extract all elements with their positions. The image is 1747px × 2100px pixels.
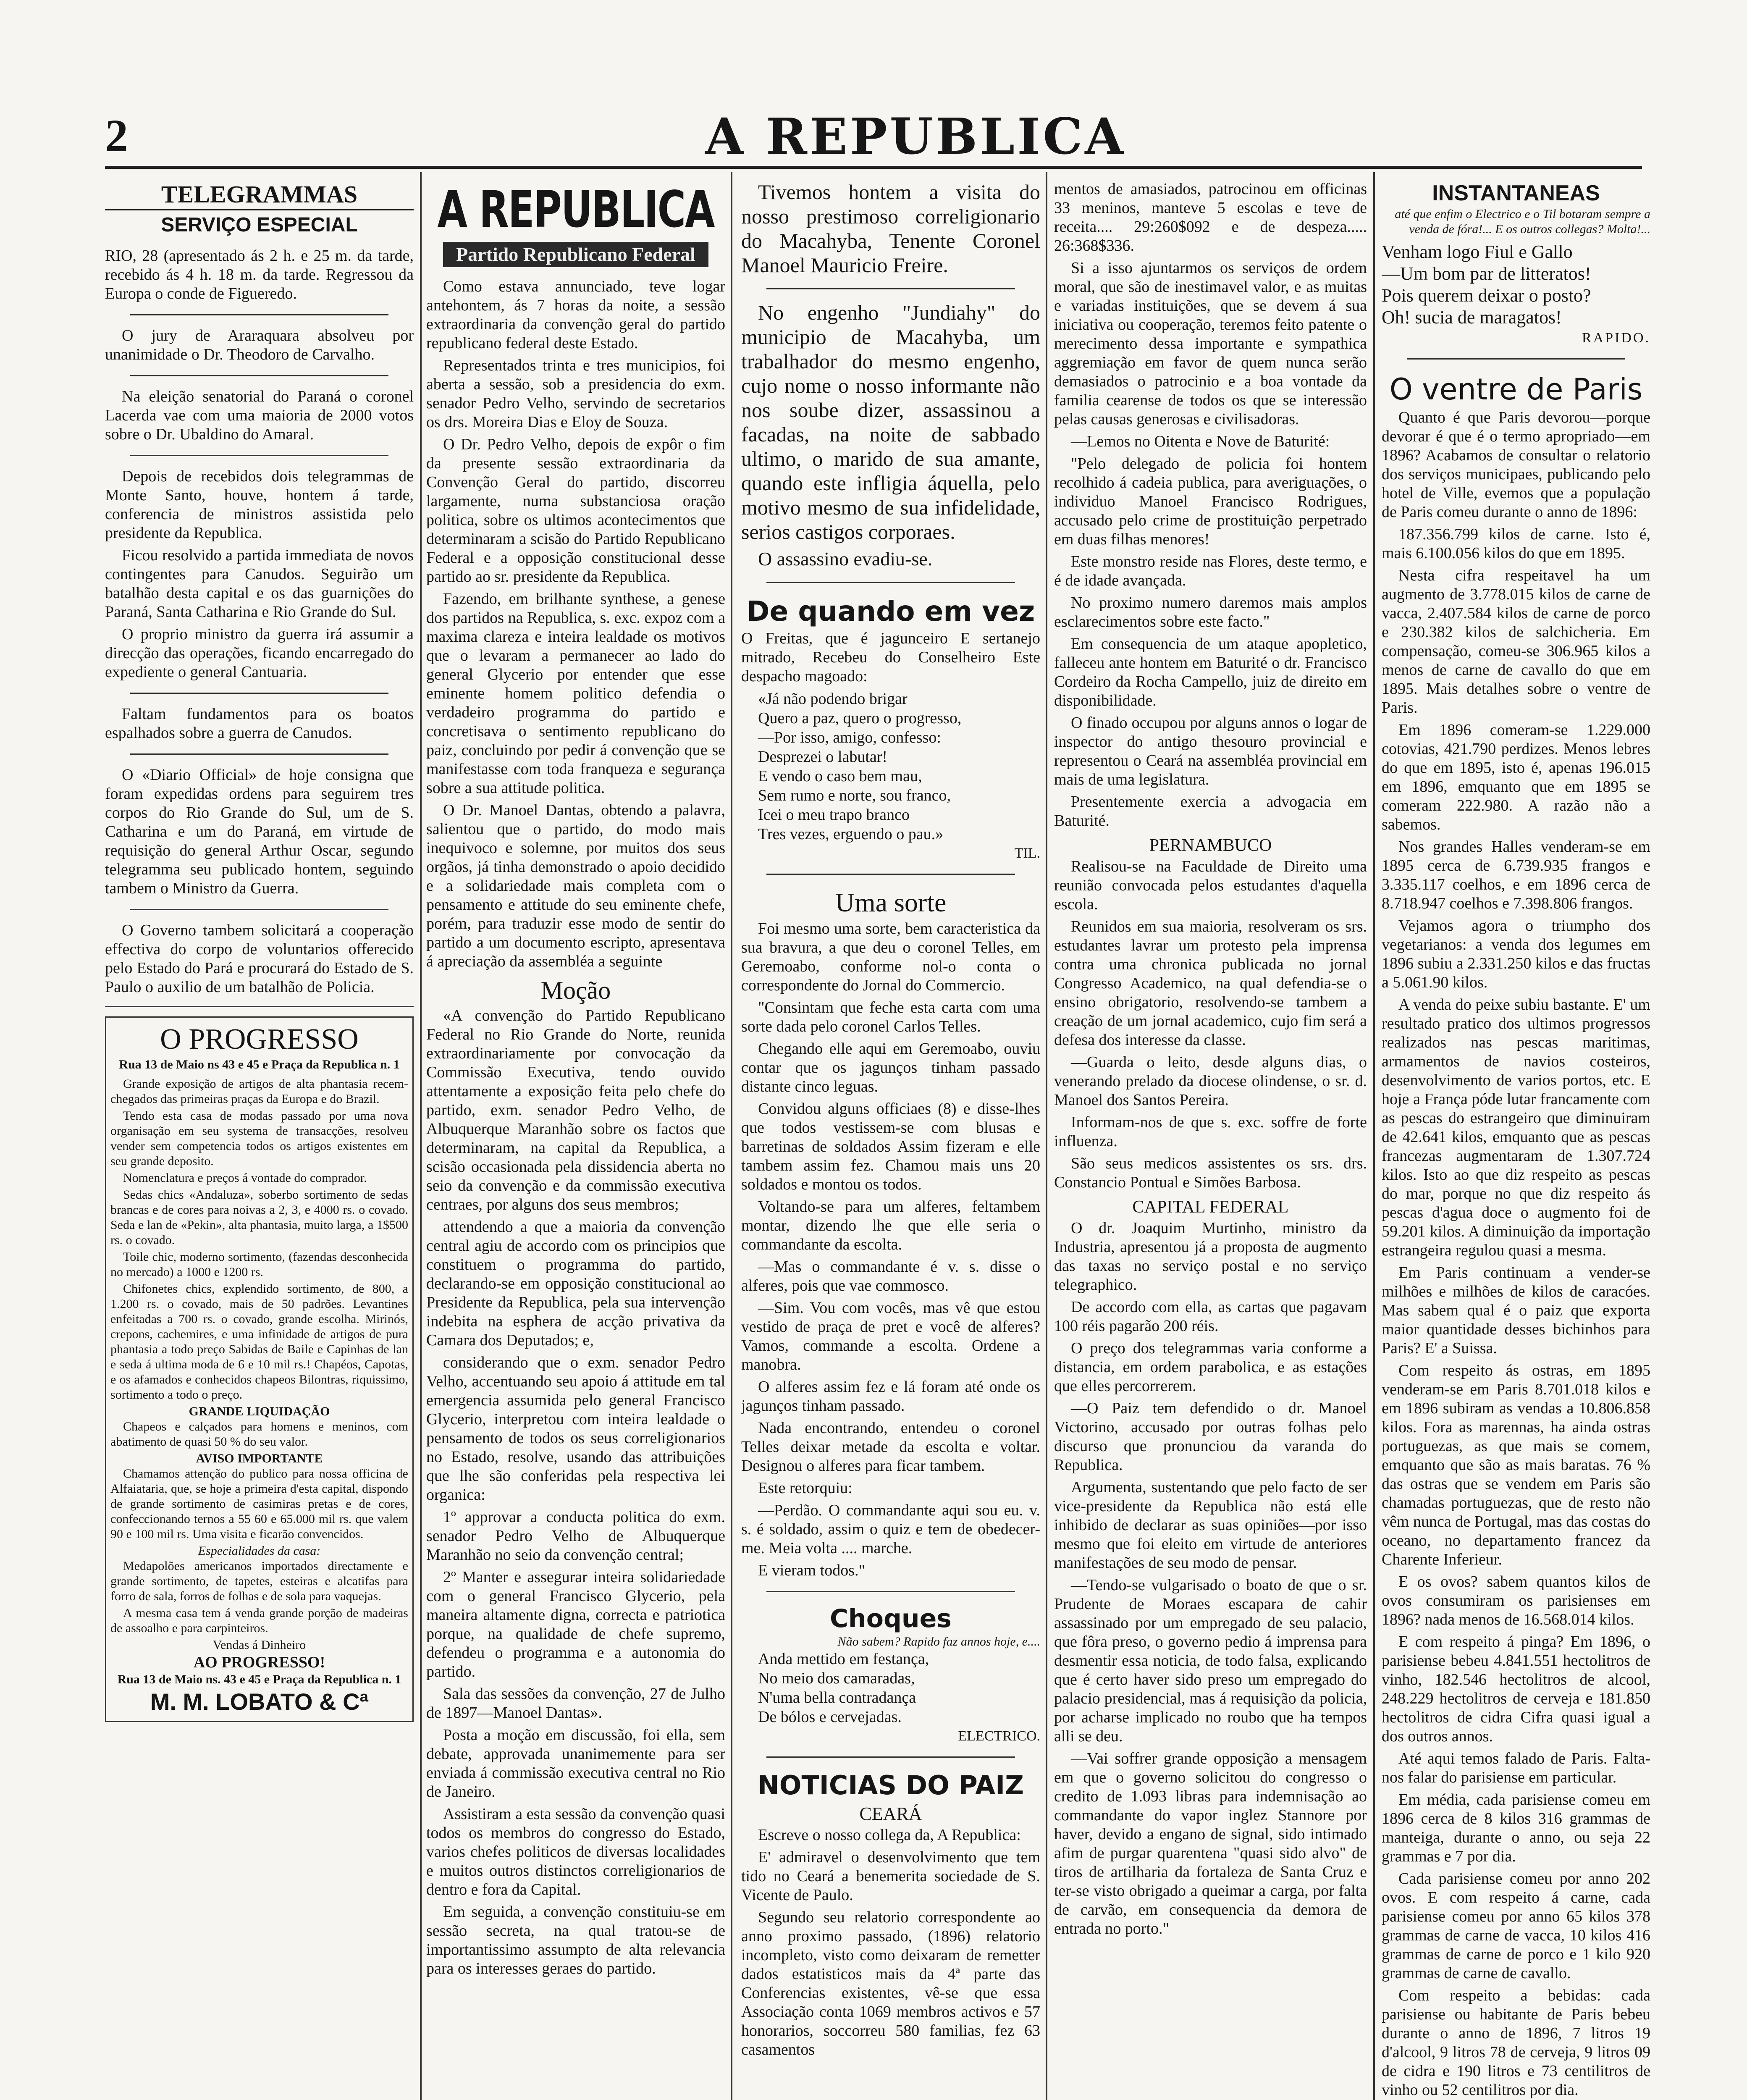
article-paragraph: E vieram todos." <box>758 1562 866 1579</box>
header-rule <box>105 166 1642 169</box>
article-paragraph: No proximo numero daremos mais amplos esclarecimentos sobre este facto." <box>1054 594 1367 630</box>
motion-paragraph: 1º approvar a conducta politica do exm. senador Pedro Velho de Albuquerque Maranhão no seio da convenção central; <box>426 1508 725 1564</box>
article-paragraph: O dr. Joaquim Murtinho, ministro da Industria, apresentou já a proposta de augmento das taxas no serviço postal e no serviço telegraphico. <box>1054 1219 1367 1294</box>
poem-line: No meio dos camaradas, <box>758 1670 915 1687</box>
poem-line: Anda mettido em festança, <box>758 1650 929 1668</box>
ad-paragraph: Chamamos attenção do publico para nossa officina de Alfaiataria, que, se hoje a primeira d'esta capital, dispondo de grande sortimento de casimiras pretas e de cores, confeccionando ternos a 55 60 e 65.000 mil rs. que valem 90 e 100 mil rs. Uma visita e ficarão convencidos. <box>110 1467 408 1541</box>
article-paragraph: O preço dos telegrammas varia conforme a distancia, em ordem parabolica, e as estações que elles percorrerem. <box>1054 1339 1367 1395</box>
article-paragraph: Nada encontrando, entendeu o coronel Telles deixar metade da escolta e voltar. Designou o alferes para ficar tambem. <box>741 1419 1040 1475</box>
article-paragraph: Nesta cifra respeitavel ha um augmento de 3.778.015 kilos de carne de vacca, 2.407.584 kilos de carne de porco e 230.382 kilos de salchicheria. Em compensação, comeu-se 306.965 kilos a menos de carne de cavallo do que em 1895. Mais detalhes sobre o ventre de Paris. <box>1382 567 1650 717</box>
article-paragraph: "Consintam que feche esta carta com uma sorte dada pelo coronel Carlos Telles. <box>741 999 1040 1035</box>
poem-line: N'uma bella contradança <box>758 1689 916 1706</box>
article-paragraph: Em consequencia de um ataque apopletico, falleceu ante hontem em Baturité o dr. Francisco Cordeiro da Rocha Campello, juiz de direito em disponibilidade. <box>1054 635 1367 709</box>
poem-line: Desprezei o labutar! <box>758 748 888 766</box>
subsection-title: CEARÁ <box>859 1803 922 1824</box>
ad-body <box>110 1076 408 1717</box>
page-number: 2 <box>105 110 128 161</box>
section-subtitle: Partido Republicano Federal <box>443 242 708 267</box>
article-paragraph: E com respeito á pinga? Em 1896, o parisiense bebeu 4.841.551 hectolitros de vinho, 182.546 hectolitros de alcool, 248.229 hectolitros de cerveja e 181.850 hectolitros de cidra Cifra quasi igual a dos outros annos. <box>1382 1633 1650 1745</box>
ad-paragraph: Sedas chics «Andaluza», soberbo sortimento de sedas brancas e de cores para noivas a 2, 3, e 4000 rs. o covado. Seda e lan de «Pekin», alta phantasia, muito larga, a 1$500 rs. o covado. <box>110 1188 408 1247</box>
telegram-item: O proprio ministro da guerra irá assumir a direcção das operações, ficando encarregado do expediente o general Cantuaria. <box>105 625 414 681</box>
article-paragraph: Em média, cada parisiense comeu em 1896 cerca de 8 kilos 316 grammas de manteiga, durante o anno, ou seja 22 grammas e 7 por dia. <box>1382 1791 1650 1865</box>
section-title: INSTANTANEAS <box>1432 181 1600 205</box>
divider <box>766 582 1015 583</box>
ad-paragraph: Chifonetes chics, explendido sortimento, de 800, a 1.200 rs. o covado, mais de 50 padrões. Levantines enfeitadas a 700 rs. o covado, grande escolha. Mirinós, crepons, cachemires, e uma infinidade de artigos de pura phantasia a todo preço Sabidas de Baile e Capinhas de lan e seda á ultima moda de 6 e 10 mil rs.! Chapéos, Capotas, e os afamados e conhecidos chapeos Bilontras, riquissimo, sortimento a todo o preço. <box>110 1282 408 1402</box>
article-paragraph: —Perdão. O commandante aqui sou eu. v. s. é soldado, assim o quiz e tem de obedecer-me. Meia volta .... marche. <box>741 1502 1040 1557</box>
article-paragraph: Si a isso ajuntarmos os serviços de ordem moral, que são de inestimavel valor, e as muitas e variadas instituições, que se devem á sua iniciativa ou cooperação, teremos feito patente o merecimento dessa importante e sympathica aggremiação em favor de quem nunca serão demasiados o patrocinio e a boa vontade da familia cearense de todos os que se interessão pelas causas generosas e civilisadoras. <box>1054 259 1367 428</box>
divider <box>766 1591 1015 1592</box>
ad-address: Rua 13 de Maio ns. 43 e 45 e Praça da Republica n. 1 <box>117 1672 401 1686</box>
article-paragraph: —Guarda o leito, desde alguns dias, o venerando prelado da diocese olindense, o sr. d. Manoel dos Santos Pereira. <box>1054 1053 1367 1109</box>
ad-paragraph: Tendo esta casa de modas passado por uma nova organisação em seu systema de transacções, resolveu vender sem competencia todos os artigos existentes em seu grande deposito. <box>110 1109 408 1168</box>
article-paragraph: Voltando-se para um alferes, feltambem montar, dizendo lhe que elle seria o commandante da escolta. <box>741 1198 1040 1253</box>
divider <box>130 753 388 755</box>
poem-line: Venham logo Fiul e Gallo <box>1382 242 1573 262</box>
poem-line: «Já não podendo brigar <box>758 690 908 708</box>
article-paragraph: Como estava annunciado, teve logar antehontem, ás 7 horas da noite, a sessão extraordinaria da convenção geral do partido republicano federal deste Estado. <box>426 278 725 352</box>
section-title: O ventre de Paris <box>1389 372 1643 407</box>
article-paragraph: O Dr. Pedro Velho, depois de expôr o fim da presente sessão extraordinaria da Convenção Geral do partido, discorreu largamente, numa substanciosa oração politica, sobre os ultimos acontecimentos que determinaram a scisão do Partido Republicano Federal e a opposição constitucional desse partido ao sr. presidente da Republica. <box>426 436 725 585</box>
divider <box>130 909 388 910</box>
poem-line: E vendo o caso bem mau, <box>758 767 922 785</box>
ad-slogan: AO PROGRESSO! <box>193 1654 325 1671</box>
motion-paragraph: considerando que o exm. senador Pedro Velho, accentuando seu apoio á attitude em tal emergencia assumida pelo general Francisco Glycerio, interpretou com inteira lealdade o pensamento de todos os seus correligionarios no Estado, resolve, usando das attribuições que lhe são conferidas pela respectiva lei organica: <box>426 1354 725 1504</box>
divider <box>130 314 388 315</box>
motion-paragraph: «A convenção do Partido Republicano Federal no Rio Grande do Norte, reunida extraordinariamente por convocação da Commissão Executiva, tendo ouvido attentamente a exposição feita pelo chefe do partido, exm. senador Pedro Velho, de Albuquerque Maranhão sobre os factos que determinaram, na capital da Republica, a scisão occasionada pela dissidencia aberta no seio da convenção e da commissão executiva centraes, por alguns dos seus membros; <box>426 1007 725 1213</box>
poem-signature: RAPIDO. <box>1582 330 1650 346</box>
article-paragraph: Segundo seu relatorio correspondente ao anno proximo passado, (1896) relatorio incompleto, visto como deixaram de remetter dados estatisticos mais da 4ª parte das Conferencias existentes, vê-se que essa Associação conta 1069 membros activos e 57 honorarios, soccorreu 580 familias, fez 63 casamentos <box>741 1908 1040 2058</box>
column-divider <box>731 172 732 2100</box>
divider <box>130 693 388 694</box>
article-paragraph: O Dr. Manoel Dantas, obtendo a palavra, salientou que o partido, do modo mais inequivoco e solemne, por muitos dos seus orgãos, já tinha demonstrado o apoio decidido e a solidariedade mais completa com o pensamento e attitude do seu eminente chefe, porém, para traduzir esse modo de sentir do partido a um documento escripto, apresentava á apreciação da assembléa a seguinte <box>426 801 725 970</box>
article-paragraph: O alferes assim fez e lá foram até onde os jagunços tinham passado. <box>741 1378 1040 1415</box>
article-paragraph: A venda do peixe subiu bastante. E' um resultado pratico dos ultimos progressos realizados nas pescas maritimas, armamentos de navios costeiros, desenvolvimento de varios portos, etc. E hoje a França póde lutar francamente com as pescas do estrangeiro que diminuiram de 42.641 kilos, emquanto que as pescas francezas augmentaram de 1.307.724 kilos. Isto ao que diz respeito as pescas do mar, porque no que diz respeito ás pescas d'agua doce o augmento foi de 59.201 kilos. A diminuição da importação estrangeira regulou quasi a mesma. <box>1382 996 1650 1259</box>
telegram-item: O «Diario Official» de hoje consigna que foram expedidas ordens para seguirem tres corpos do Rio Grande do Sul, um de S. Catharina e um do Paraná, em virtude de requisição do general Arthur Oscar, segundo telegramma seu publicado hontem, seguindo tambem o Ministro da Guerra. <box>105 766 414 897</box>
telegram-item: Faltam fundamentos para os boatos espalhados sobre a guerra de Canudos. <box>105 705 414 742</box>
ad-paragraph: Grande exposição de artigos de alta phantasia recem-chegados das primeiras praças da Europa e do Brazil. <box>110 1077 408 1106</box>
telegram-item: Na eleição senatorial do Paraná o coronel Lacerda vae com uma maioria de 2000 votos sobre o Dr. Ubaldino do Amaral. <box>105 388 414 443</box>
article-paragraph: Quanto é que Paris devorou—porque devorar é que é o termo apropriado—em 1896? Acabamos de consultar o relatorio dos serviços municipaes, publicando pelo hotel de Ville, evemos que a população de Paris comeu durante o anno de 1896: <box>1382 409 1650 521</box>
article-paragraph: Representados trinta e tres municipios, foi aberta a sessão, sob a presidencia do exm. senador Pedro Velho, servindo de secretarios os drs. Moreira Dias e Eloy de Souza. <box>426 357 725 431</box>
article-paragraph: E os ovos? sabem quantos kilos de ovos consumiram os parisienses em 1896? nada menos de 16.568.014 kilos. <box>1382 1573 1650 1628</box>
article-paragraph: —Sim. Vou com vocês, mas vê que estou vestido de praça de pret e você de alferes? Vamos, commande a escolta. Ordene a manobra. <box>741 1299 1040 1373</box>
motion-paragraph: Em seguida, a convenção constituiu-se em sessão secreta, na qual tratou-se de importantissimo assumpto de alta relevancia para os interesses geraes do partido. <box>426 1903 725 1977</box>
telegram-item: Depois de recebidos dois telegrammas de Monte Santo, houve, hontem á tarde, conferencia de ministros assistida pelo presidente da Republica. <box>105 467 414 542</box>
poem-line: Sem rumo e norte, sou franco, <box>758 787 951 804</box>
poem-line: Icei o meu trapo branco <box>758 806 910 824</box>
ad-paragraph: Medapolões americanos importados directamente e grande sortimento, de tapetes, esteiras e alcatifas para forro de sala, forros de folhas e de sola para vaquejas. <box>110 1559 408 1603</box>
divider <box>130 375 388 376</box>
poem-line: Tres vezes, erguendo o pau.» <box>758 825 944 843</box>
motion-paragraph: Sala das sessões da convenção, 27 de Julho de 1897—Manoel Dantas». <box>426 1685 725 1722</box>
poem-line: —Por isso, amigo, confesso: <box>758 729 941 746</box>
motion-paragraph: 2º Manter e assegurar inteira solidariedade com o general Francisco Glycerio, pela maneira altamente digna, correcta e patriotica porque, na qualidade de chefe supremo, defendeu o programma e a autonomia do partido. <box>426 1568 725 1680</box>
article-paragraph: Este monstro reside nas Flores, deste termo, e é de idade avançada. <box>1054 553 1367 589</box>
article-paragraph: Tivemos hontem a visita do nosso prestimoso correligionario do Macahyba, Tenente Coronel Manoel Mauricio Freire. <box>741 180 1040 277</box>
section-title: A REPUBLICA <box>437 180 714 239</box>
motion-title: Moção <box>540 976 611 1004</box>
poem-signature: ELECTRICO. <box>958 1728 1040 1744</box>
article-paragraph: Informam-nos de que s. exc. soffre de forte influenza. <box>1054 1113 1367 1150</box>
article-paragraph: Em 1896 comeram-se 1.229.000 cotovias, 421.790 perdizes. Menos lebres do que em 1895, isto é, apenas 196.015 em 1896, emquanto que em 1895 se comeram 222.980. A razão não a sabemos. <box>1382 721 1650 833</box>
column-noticias <box>741 180 1040 2100</box>
article-paragraph: Realisou-se na Faculdade de Direito uma reunião convocada pelos estudantes d'aquella escola. <box>1054 858 1367 913</box>
poem-line: Quero a paz, quero o progresso, <box>758 709 962 727</box>
divider <box>766 288 1015 289</box>
poem-line: Pois querem deixar o posto? <box>1382 285 1591 306</box>
article-paragraph: O assassino evadiu-se. <box>758 548 933 570</box>
article-paragraph: Até aqui temos falado de Paris. Falta-nos falar do parisiense em particular. <box>1382 1750 1650 1786</box>
column-republica <box>426 180 725 2100</box>
column-instantaneas <box>1382 180 1650 2100</box>
article-paragraph: De accordo com ella, as cartas que pagavam 100 réis pagarão 200 réis. <box>1054 1298 1367 1335</box>
ad-paragraph: Toile chic, moderno sortimento, (fazendas desconhecida no mercado) a 1000 e 1200 rs. <box>110 1250 408 1279</box>
article-paragraph: Vejamos agora o triumpho dos vegetarianos: a venda dos legumes em 1896 subiu a 2.331.250 kilos e das fructas a 5.061.90 kilos. <box>1382 917 1650 991</box>
article-paragraph: Com respeito a bebidas: cada parisiense ou habitante de Paris bebeu durante o anno de 1896, 7 litros 19 d'alcool, 9 litros 78 de cerveja, 9 litros 09 de cidra e 190 litros e 73 centilitros de vinho ou 52 centilitros por dia. <box>1382 1987 1650 2099</box>
article-paragraph: Com respeito ás ostras, em 1895 venderam-se em Paris 8.701.018 kilos e em 1896 subiram as vendas a 10.806.858 kilos. Fora as marennas, ha ainda ostras portuguezas, as que mais se comem, emquanto que são as mais baratas. 76 % das ostras que se vendem em Paris são chamadas portuguezas, que de resto não vêm nunca de Portugal, mas das costas do oceano, no departamento francez da Charente Inferieur. <box>1382 1362 1650 1568</box>
column-telegrammas <box>105 180 414 2100</box>
article-paragraph: 187.356.799 kilos de carne. Isto é, mais 6.100.056 kilos do que em 1895. <box>1382 525 1650 562</box>
article-paragraph: Cada parisiense comeu por anno 202 ovos. E com respeito á carne, cada parisiense comeu por anno 65 kilos 378 grammas de carne de vacca, 10 kilos 416 grammas de carne de porco e 1 kilo 920 grammas de carne de cavallo. <box>1382 1870 1650 1982</box>
ad-subtitle: AVISO IMPORTANTE <box>196 1452 323 1465</box>
article-paragraph: Nos grandes Halles venderam-se em 1895 cerca de 6.739.935 frangos e 3.335.117 coelhos, e em 1896 cerca de 8.718.947 coelhos e 7.398.806 frangos. <box>1382 838 1650 912</box>
section-title: Choques <box>829 1604 952 1633</box>
article-paragraph: —Tendo-se vulgarisado o boato de que o sr. Prudente de Moraes escapara de cahir assassinado por um empregado de seu palacio, que fôra preso, o governo pedio á imprensa para desmentir essa noticia, de todo falsa, explicando que é certo haver sido preso um empregado do palacio presidencial, mas á requisição da policia, por acharse implicado no roubo que ha tempos alli se deu. <box>1054 1576 1367 1745</box>
ad-paragraph: Chapeos e calçados para homens e meninos, com abatimento de quasi 50 % do seu valor. <box>110 1420 408 1449</box>
article-paragraph: Escreve o nosso collega da, A Republica: <box>758 1826 1021 1844</box>
divider <box>1407 358 1625 360</box>
divider <box>105 1006 414 1007</box>
article-paragraph: Reunidos em sua maioria, resolveram os srs. estudantes lavrar um protesto pela imprensa contra uma chronica publicada no jornal Congresso Academico, na qual defendia-se o ensino obrigatorio, resolvendo-se tambem a creação de um jornal academico, cujo fim será a defesa dos interesse da classe. <box>1054 918 1367 1049</box>
article-paragraph: Presentemente exercia a advogacia em Baturité. <box>1054 793 1367 830</box>
article-paragraph: São seus medicos assistentes os srs. drs. Constancio Pontual e Simões Barbosa. <box>1054 1155 1367 1191</box>
advertisement <box>105 1016 414 1722</box>
epigraph: Não sabem? Rapido faz annos hoje, e.... <box>837 1635 1040 1648</box>
article-paragraph: —O Paiz tem defendido o dr. Manoel Victorino, accusado por outras folhas pelo discurso que pronunciou da varanda do Republica. <box>1054 1399 1367 1474</box>
section-title: NOTICIAS DO PAIZ <box>757 1770 1024 1801</box>
subsection-title: PERNAMBUCO <box>1149 836 1272 855</box>
article-paragraph: mentos de amasiados, patrocinou em officinas 33 meninos, manteve 5 escolas e teve de receita.... 29:260$092 e de despeza..... 26:368$336. <box>1054 180 1367 255</box>
verse <box>1382 241 1650 328</box>
section-title: TELEGRAMMAS <box>105 180 414 210</box>
ad-subtitle: GRANDE LIQUIDAÇÃO <box>189 1404 330 1418</box>
article-paragraph: Foi mesmo uma sorte, bem caracteristica da sua bravura, a que deu o coronel Telles, em Geremoabo, conforme nol-o conta o correspondente do Jornal do Commercio. <box>741 920 1040 994</box>
subsection-title: CAPITAL FEDERAL <box>1132 1197 1289 1217</box>
ad-paragraph: Nomenclatura e preços á vontade do comprador. <box>123 1171 367 1185</box>
article-paragraph: O finado occupou por alguns annos o logar de inspector do antigo thesouro provincial e representou o Ceará na assembléa provincial em mais de uma legislatura. <box>1054 714 1367 788</box>
poem <box>758 689 1040 844</box>
divider <box>130 455 388 456</box>
motion-paragraph: Assistiram a esta sessão da convenção quasi todos os membros do congresso do Estado, varios chefes politicos de diversas localidades e muitos outros distinctos correligionarios de dentro e fora da Capital. <box>426 1805 725 1898</box>
article-paragraph: E' admiravel o desenvolvimento que tem tido no Ceará a benemerita sociedade de S. Vicente de Paulo. <box>741 1848 1040 1904</box>
article-paragraph: Fazendo, em brilhante synthese, a genese dos partidos na Republica, s. exc. expoz com a maxima clareza e inteira lealdade os motivos que o levaram a permanecer ao lado do general Glycerio por entender que esse eminente homem politico defendia o verdadeiro programma do partido e concretisava o sentimento republicano do paiz, concluindo por pedir á convenção que se manifestasse com toda franqueza e segurança sobre a sua attitude politica. <box>426 590 725 797</box>
article-paragraph: Chegando elle aqui em Geremoabo, ouviu contar que os jagunços tinham passado distante cinco leguas. <box>741 1040 1040 1095</box>
article-paragraph: Este retorquiu: <box>758 1479 853 1497</box>
poem-line: —Um bom par de litteratos! <box>1382 263 1591 284</box>
motion-paragraph: attendendo a que a maioria da convenção central agiu de accordo com os principios que constituem o programma do partido, declarando-se em opposição constitucional ao Presidente da Republica, pela sua intervenção indebita na esphera de acção privativa da Camara dos Deputados; e, <box>426 1218 725 1349</box>
poem-signature: TIL. <box>1014 845 1040 861</box>
masthead: A REPUBLICA <box>705 107 1126 165</box>
column-divider <box>420 172 422 2100</box>
section-subtitle: SERVIÇO ESPECIAL <box>161 214 358 236</box>
article-paragraph: No engenho "Jundiahy" do municipio de Macahyba, um trabalhador do mesmo engenho, cujo nome o nosso informante não nos soube dizer, assassinou a facadas, na noite de sabbado ultimo, o marido de sua amante, quando este infligia áquella, pelo motivo mesmo de sua infidelidade, serios castigos corporaes. <box>741 301 1040 543</box>
ad-title: O PROGRESSO <box>160 1023 359 1055</box>
article-paragraph: Em Paris continuam a vender-se milhões e milhões de kilos de caracóes. Mas sabem qual é o paiz que exporta maior quantidade desses bichinhos para Paris? E' a Suissa. <box>1382 1264 1650 1357</box>
ad-subtitle: Vendas á Dinheiro <box>212 1638 306 1652</box>
column-ceara-cont <box>1054 180 1367 2100</box>
telegram-item: Ficou resolvido a partida immediata de novos contingentes para Canudos. Seguirão um batalhão desta capital e os das guarnições do Paraná, Santa Catharina e Rio Grande do Sul. <box>105 546 414 621</box>
motion-paragraph: Posta a moção em discussão, foi ella, sem debate, approvada unanimemente para ser enviada á commissão executiva central no Rio de Janeiro. <box>426 1726 725 1801</box>
telegram-item: O jury de Araraquara absolveu por unanimidade o Dr. Theodoro de Carvalho. <box>105 327 414 363</box>
article-paragraph: —Mas o commandante é v. s. disse o alferes, pois que vae commosco. <box>741 1258 1040 1294</box>
divider <box>766 1756 1015 1758</box>
poem-intro: O Freitas, que é jagunceiro E sertanejo mitrado, Recebeu do Conselheiro Este despacho magoado: <box>741 630 1040 685</box>
section-title: De quando em vez <box>746 595 1035 627</box>
poem-line: De bólos e cervejadas. <box>758 1708 902 1726</box>
telegram-item: O Governo tambem solicitará a cooperação effectiva do corpo de voluntarios offerecido pelo Estado do Pará e procurará do Estado de S. Paulo o auxilio de um batalhão de Policia. <box>105 921 414 996</box>
ad-address: Rua 13 de Maio ns 43 e 45 e Praça da Republica n. 1 <box>119 1058 400 1071</box>
article-paragraph: "Pelo delegado de policia foi hontem recolhido á cadeia publica, para averiguações, o individuo Manoel Francisco Rodrigues, accusado pelo crime de prostituição perpetrado em duas filhas menores! <box>1054 455 1367 548</box>
article-paragraph: —Lemos no Oitenta e Nove de Baturité: <box>1071 433 1330 450</box>
ad-signature: M. M. LOBATO & Cª <box>150 1688 369 1715</box>
article-paragraph: —Vai soffrer grande opposição a mensagem em que o governo solicitou do congresso o credito de 1.093 libras para indemnisação ao commandante do vapor inglez Stannore por haver, devido a engano de signal, sido intimado afim de purgar quarentena "quasi sido alvo" de tiros de artilharia da fortaleza de Santa Cruz e ter-se visto obrigado a queimar a carga, por falta de carvão, em consequencia da demora de entrada no porto." <box>1054 1750 1367 1937</box>
poem-line: Oh! sucia de maragatos! <box>1382 307 1562 328</box>
ad-paragraph: A mesma casa tem á venda grande porção de madeiras de assoalho e para carpinteiros. <box>110 1606 408 1635</box>
telegram-item: RIO, 28 (apresentado ás 2 h. e 25 m. da tarde, recebido ás 4 h. 18 m. da tarde. Regressou da Europa o conde de Figueredo. <box>105 247 414 302</box>
column-divider <box>1373 172 1375 2100</box>
poem <box>758 1649 1040 1727</box>
section-title: Uma sorte <box>835 887 947 917</box>
column-divider <box>1046 172 1047 2100</box>
article-paragraph: Argumenta, sustentando que pelo facto de ser vice-presidente da Republica não está elle inhibido de declarar as suas opiniões—por isso mesmo que foi eleito em virtude de anteriores manifestações de seu modo de pensar. <box>1054 1478 1367 1572</box>
divider <box>766 874 1015 875</box>
epigraph: até que enfim o Electrico e o Til botaram sempre a venda de fóra!... E os outros collegas? Molta!... <box>1395 207 1650 236</box>
article-paragraph: Convidou alguns officiaes (8) e disse-lhes que todos vestissem-se com blusas e barretinas de soldados Assim fizeram e elle tambem assim fez. Chamou mais uns 20 soldados e montou os todos. <box>741 1100 1040 1193</box>
ad-subtitle: Especialidades da casa: <box>198 1544 321 1558</box>
